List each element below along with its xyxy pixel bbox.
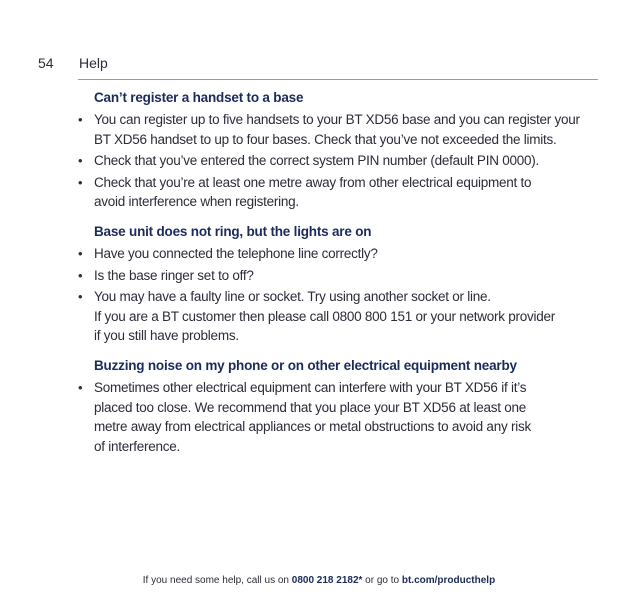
bullet-item xyxy=(78,378,598,456)
footer-link[interactable]: bt.com/producthelp xyxy=(401,575,496,586)
topic-title: Can’t register a handset to a base xyxy=(94,90,304,105)
bullet-text-line: You may have a faulty line or socket. Try using another socket or line. xyxy=(94,289,491,305)
section-label: Help xyxy=(79,55,108,71)
topic-title: Buzzing noise on my phone or on other electrical equipment nearby xyxy=(94,357,517,373)
bullet-list xyxy=(78,244,598,346)
help-topic xyxy=(78,222,598,346)
bullet-text-line: placed too close. We recommend that you place your BT XD56 at least one xyxy=(94,399,527,415)
bullet-dot-icon: • xyxy=(78,153,83,169)
bullet-item xyxy=(78,151,598,171)
footer-middle: or go to xyxy=(362,575,402,586)
bullet-item xyxy=(78,244,598,264)
bullet-dot-icon: • xyxy=(78,267,83,283)
page-number: 54 xyxy=(38,55,54,71)
bullet-dot-icon: • xyxy=(78,289,83,305)
bullet-text-line: if you still have problems. xyxy=(94,328,239,344)
bullet-item xyxy=(78,173,598,212)
bullet-text-line: You can register up to five handsets to your BT XD56 base and you can register your xyxy=(94,112,580,127)
bullet-text-line: metre away from electrical appliances or metal obstructions to avoid any risk xyxy=(94,419,531,435)
footer-phone: 0800 218 2182* xyxy=(291,575,363,586)
bullet-dot-icon: • xyxy=(78,112,83,127)
bullet-dot-icon: • xyxy=(78,174,83,190)
bullet-text-line: BT XD56 handset to up to four bases. Check that you’ve not exceeded the limits. xyxy=(94,131,557,147)
footer-prefix: If you need some help, call us on xyxy=(142,575,292,586)
bullet-text-line: Have you connected the telephone line correctly? xyxy=(94,245,378,261)
help-topic xyxy=(78,356,598,456)
bullet-list xyxy=(78,110,598,212)
bullet-list xyxy=(78,378,598,456)
bullet-item xyxy=(78,266,598,286)
bullet-dot-icon: • xyxy=(78,245,83,261)
bullet-item xyxy=(78,287,598,346)
help-content xyxy=(78,88,598,466)
header-rule xyxy=(78,79,598,80)
bullet-text-line: Check that you’re at least one metre away from other electrical equipment to xyxy=(94,174,532,190)
bullet-text-line: of interference. xyxy=(94,438,181,454)
footer xyxy=(0,575,638,586)
bullet-text-line: avoid interference when registering. xyxy=(94,194,299,210)
bullet-dot-icon: • xyxy=(78,379,83,395)
bullet-text-line: If you are a BT customer then please call 0800 800 151 or your network provider xyxy=(94,308,556,324)
topic-title: Base unit does not ring, but the lights are on xyxy=(94,223,372,239)
bullet-text-line: Is the base ringer set to off? xyxy=(94,267,254,283)
bullet-item xyxy=(78,110,598,149)
help-topic xyxy=(78,88,598,212)
bullet-text-line: Sometimes other electrical equipment can interfere with your BT XD56 if it’s xyxy=(94,379,527,395)
bullet-text-line: Check that you’ve entered the correct system PIN number (default PIN 0000). xyxy=(94,153,539,169)
